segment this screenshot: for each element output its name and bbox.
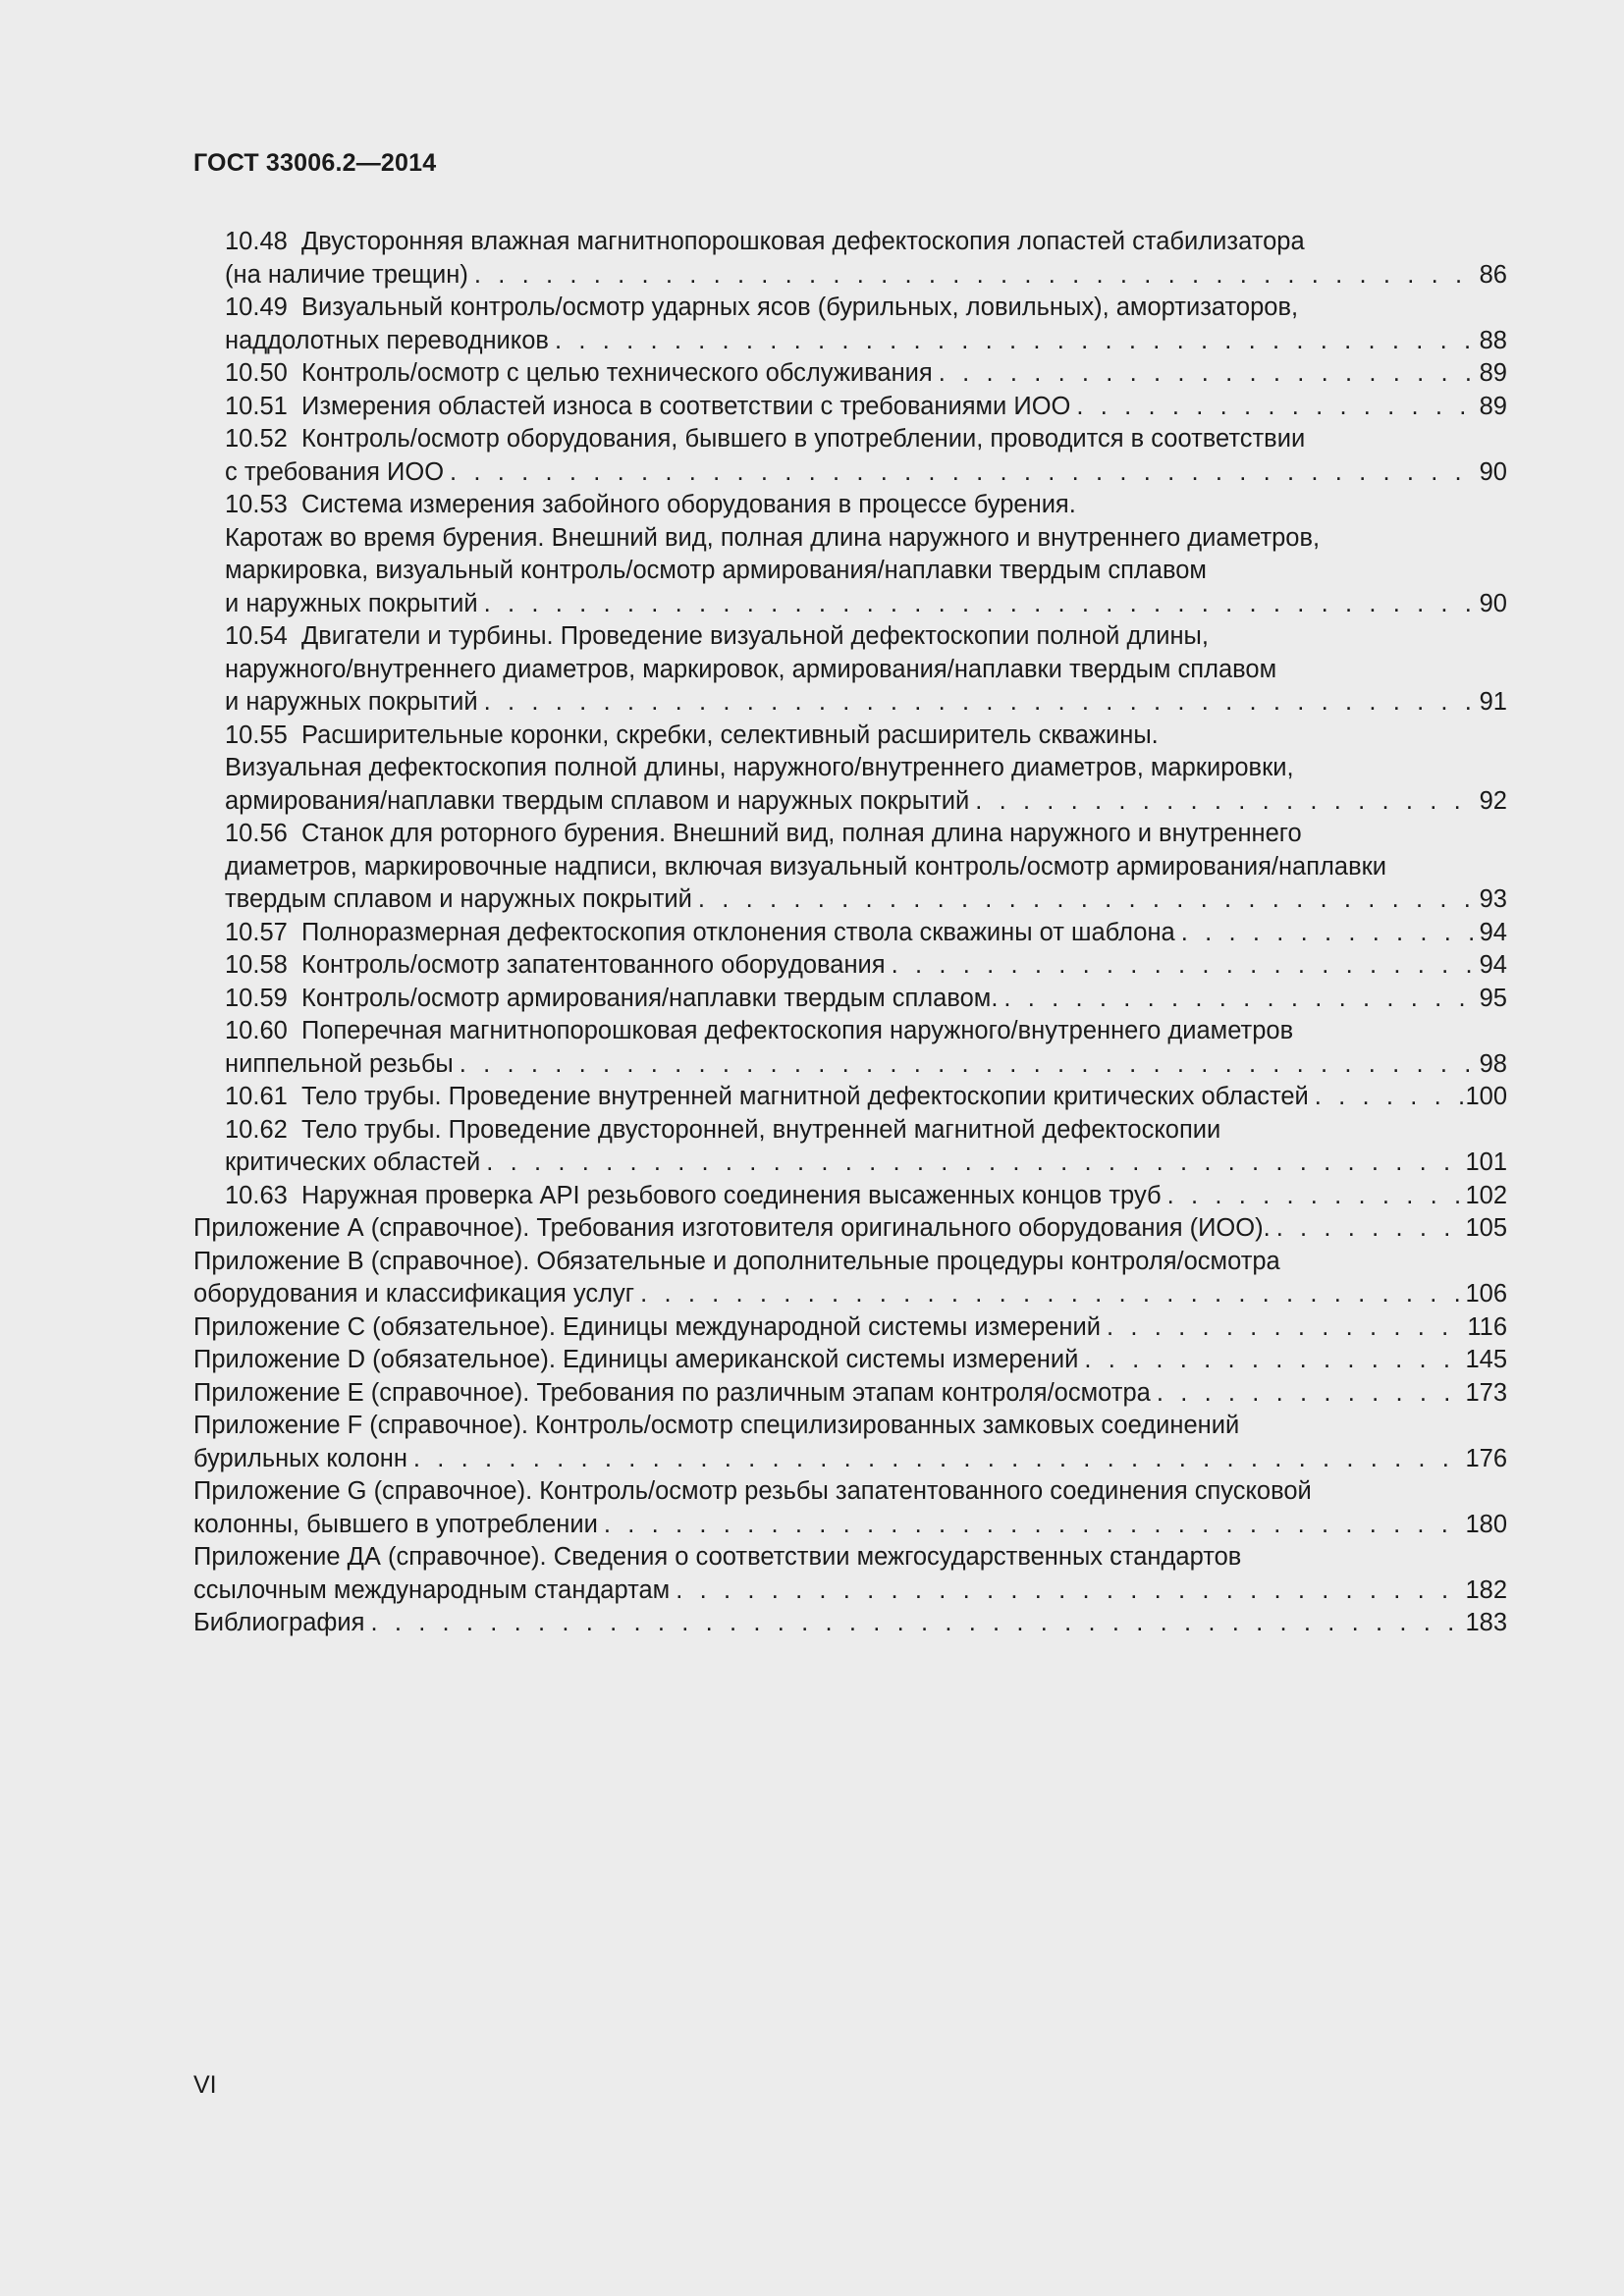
toc-entry-number: 10.58 xyxy=(225,951,288,979)
toc-entry-page: 100 xyxy=(1465,1083,1507,1110)
toc-entry-page: 106 xyxy=(1465,1280,1507,1308)
toc-entry[interactable] xyxy=(193,1607,1507,1640)
toc-entry-page: 183 xyxy=(1465,1609,1507,1636)
toc-entry-last-line xyxy=(225,1147,1507,1180)
toc-entry-page: 98 xyxy=(1479,1049,1507,1078)
dot-leader xyxy=(969,785,1479,819)
toc-entry-line xyxy=(225,1114,1507,1148)
toc-entry-last-line xyxy=(193,1278,1507,1311)
dot-leader xyxy=(407,1443,1466,1476)
toc-entry-line xyxy=(193,1475,1507,1509)
toc-entry-number: 10.49 xyxy=(225,294,288,321)
toc-entry[interactable] xyxy=(193,949,1507,983)
toc-entry-title: маркировка, визуальный контроль/осмотр армирования/наплавки твердым сплавом xyxy=(225,557,1207,584)
toc-entry[interactable] xyxy=(193,1377,1507,1411)
toc-entry-last-line xyxy=(225,983,1507,1016)
dot-leader xyxy=(478,686,1480,720)
toc-entry-title: бурильных колонн xyxy=(193,1444,407,1472)
dot-leader xyxy=(549,325,1480,358)
dot-leader xyxy=(444,456,1480,490)
toc-entry-title: Наружная проверка API резьбового соединения высаженных концов труб xyxy=(300,1181,1162,1209)
toc-entry-title: Приложение А (справочное). Требования изготовителя оригинального оборудования (ИОО). xyxy=(193,1214,1271,1242)
dot-leader xyxy=(480,1147,1465,1180)
toc-entry-title: армирования/наплавки твердым сплавом и наружных покрытий xyxy=(225,786,970,815)
toc-entry-number: 10.54 xyxy=(225,622,288,650)
dot-leader xyxy=(478,588,1480,621)
toc-entry-line xyxy=(225,851,1507,884)
toc-entry-number: 10.55 xyxy=(225,721,288,749)
toc-entry-last-line xyxy=(225,391,1507,424)
toc-entry-last-line xyxy=(225,949,1507,983)
toc-entry-number: 10.57 xyxy=(225,918,288,946)
toc-entry[interactable] xyxy=(193,1410,1507,1475)
toc-entry-line xyxy=(225,720,1507,753)
toc-entry[interactable] xyxy=(193,1344,1507,1377)
toc-entry-last-line xyxy=(193,1575,1507,1608)
page-number: VI xyxy=(193,2071,217,2099)
toc-entry-page: 90 xyxy=(1479,589,1507,617)
toc-entry-page: 93 xyxy=(1479,885,1507,913)
toc-entry-page: 182 xyxy=(1465,1575,1507,1604)
toc-entry[interactable] xyxy=(193,818,1507,917)
toc-entry[interactable] xyxy=(193,292,1507,357)
dot-leader xyxy=(1162,1180,1466,1213)
toc-entry-page: 173 xyxy=(1465,1378,1507,1407)
toc-entry-page: 91 xyxy=(1479,688,1507,716)
toc-entry-last-line xyxy=(225,357,1507,391)
toc-entry-title: Измерения областей износа в соответствии с требованиями ИОО xyxy=(300,392,1071,420)
toc-entry-title: Тело трубы. Проведение внутренней магнитной дефектоскопии критических областей xyxy=(300,1083,1309,1110)
toc-entry-title: Приложение G (справочное). Контроль/осмотр резьбы запатентованного соединения спусковой xyxy=(193,1477,1312,1505)
dot-leader xyxy=(1070,391,1479,424)
dot-leader xyxy=(364,1607,1465,1640)
dot-leader xyxy=(468,259,1480,293)
toc-entry-title: твердым сплавом и наружных покрытий xyxy=(225,885,692,913)
toc-entry-last-line xyxy=(225,1180,1507,1213)
toc-entry-title: ниппельной резьбы xyxy=(225,1049,454,1078)
toc-entry[interactable] xyxy=(193,423,1507,489)
toc-entry-last-line xyxy=(193,1344,1507,1377)
toc-entry-page: 92 xyxy=(1479,786,1507,815)
toc-entry-number: 10.48 xyxy=(225,228,288,255)
toc-entry-last-line xyxy=(193,1377,1507,1411)
toc-entry-title: Контроль/осмотр запатентованного оборудования xyxy=(300,951,886,979)
toc-entry-number: 10.53 xyxy=(225,491,288,518)
dot-leader xyxy=(634,1278,1465,1311)
toc-entry-line xyxy=(225,654,1507,687)
toc-entry-last-line xyxy=(225,456,1507,490)
toc-entry-line xyxy=(225,292,1507,325)
toc-entry-number: 10.63 xyxy=(225,1181,288,1209)
toc-entry-line xyxy=(225,522,1507,556)
toc-entry[interactable] xyxy=(193,1311,1507,1345)
toc-entry-line xyxy=(225,752,1507,785)
toc-entry[interactable] xyxy=(193,489,1507,620)
toc-entry-page: 94 xyxy=(1479,951,1507,979)
toc-entry-line xyxy=(193,1246,1507,1279)
toc-entry-title: и наружных покрытий xyxy=(225,589,478,617)
toc-entry-number: 10.51 xyxy=(225,392,288,420)
toc-entry-number: 10.52 xyxy=(225,425,288,453)
toc-entry-last-line xyxy=(225,917,1507,950)
toc-entry-last-line xyxy=(193,1443,1507,1476)
toc-entry-number: 10.56 xyxy=(225,820,288,847)
dot-leader xyxy=(598,1509,1466,1542)
toc-entry-title: Визуальная дефектоскопия полной длины, наружного/внутреннего диаметров, маркировки, xyxy=(225,754,1294,781)
toc-entry-title: наружного/внутреннего диаметров, маркировок, армирования/наплавки твердым сплавом xyxy=(225,655,1277,683)
toc-entry-page: 102 xyxy=(1465,1181,1507,1209)
dot-leader xyxy=(886,949,1480,983)
toc-entry-last-line xyxy=(225,1081,1507,1114)
toc-entry-line xyxy=(225,818,1507,851)
toc-entry-line xyxy=(225,1015,1507,1048)
toc-entry[interactable] xyxy=(193,1015,1507,1081)
dot-leader xyxy=(1175,917,1480,950)
toc-entry-title: Приложение F (справочное). Контроль/осмотр специлизированных замковых соединений xyxy=(193,1412,1240,1439)
dot-leader xyxy=(454,1048,1480,1082)
toc-entry-page: 90 xyxy=(1479,457,1507,486)
toc-entry-title: наддолотных переводников xyxy=(225,326,549,354)
toc-entry-title: колонны, бывшего в употреблении xyxy=(193,1510,598,1538)
dot-leader xyxy=(1101,1311,1467,1345)
toc-entry[interactable] xyxy=(193,1541,1507,1607)
toc-entry-number: 10.61 xyxy=(225,1083,288,1110)
toc-entry-page: 105 xyxy=(1465,1214,1507,1242)
toc-entry-title: Приложение D (обязательное). Единицы американской системы измерений xyxy=(193,1346,1079,1373)
toc-entry-title: оборудования и классификация услуг xyxy=(193,1280,635,1308)
toc-entry-title: Поперечная магнитнопорошковая дефектоскопия наружного/внутреннего диаметров xyxy=(300,1017,1294,1044)
toc-entry-title: и наружных покрытий xyxy=(225,688,478,716)
toc-entry[interactable] xyxy=(193,1081,1507,1114)
document-header: ГОСТ 33006.2—2014 xyxy=(193,149,437,177)
dot-leader xyxy=(1151,1377,1466,1411)
toc-entry-page: 101 xyxy=(1465,1148,1507,1176)
toc-entry-title: Визуальный контроль/осмотр ударных ясов (бурильных, ловильных), амортизаторов, xyxy=(300,294,1299,321)
toc-entry-line xyxy=(193,1541,1507,1575)
toc-entry-line xyxy=(225,423,1507,456)
toc-entry-last-line xyxy=(225,259,1507,293)
toc-entry-title: Приложение С (обязательное). Единицы международной системы измерений xyxy=(193,1312,1101,1341)
toc-entry[interactable] xyxy=(193,983,1507,1016)
toc-entry-last-line xyxy=(193,1607,1507,1640)
toc-entry-page: 180 xyxy=(1465,1510,1507,1538)
toc-entry-line xyxy=(225,620,1507,654)
toc-entry[interactable] xyxy=(193,917,1507,950)
dot-leader xyxy=(1309,1081,1466,1114)
toc-entry[interactable] xyxy=(193,1114,1507,1180)
toc-entry-last-line xyxy=(225,588,1507,621)
toc-entry-last-line xyxy=(225,686,1507,720)
toc-entry-last-line xyxy=(193,1212,1507,1246)
dot-leader xyxy=(1271,1212,1466,1246)
toc-entry-line xyxy=(225,226,1507,259)
toc-entry-page: 86 xyxy=(1479,260,1507,289)
toc-entry-number: 10.50 xyxy=(225,359,288,387)
dot-leader xyxy=(670,1575,1465,1608)
toc-entry-line xyxy=(225,489,1507,522)
toc-entry-page: 94 xyxy=(1479,918,1507,946)
toc-entry-title: Контроль/осмотр армирования/наплавки твердым сплавом. xyxy=(300,984,999,1012)
toc-entry-title: (на наличие трещин) xyxy=(225,260,468,289)
toc-entry-title: Расширительные коронки, скребки, селективный расширитель скважины. xyxy=(300,721,1159,749)
toc-entry[interactable] xyxy=(193,226,1507,292)
dot-leader xyxy=(1078,1344,1465,1377)
toc-entry-title: Библиография xyxy=(193,1609,365,1636)
toc-entry-page: 95 xyxy=(1479,984,1507,1012)
toc-entry-number: 10.59 xyxy=(225,984,288,1012)
toc-entry-number: 10.62 xyxy=(225,1115,288,1144)
toc-entry-last-line xyxy=(225,785,1507,819)
toc-entry-number: 10.60 xyxy=(225,1017,288,1044)
toc-entry-last-line xyxy=(193,1311,1507,1345)
toc-entry[interactable] xyxy=(193,1246,1507,1311)
toc-entry-line xyxy=(225,555,1507,588)
toc-entry[interactable] xyxy=(193,1180,1507,1213)
table-of-contents xyxy=(193,226,1507,1640)
toc-entry-title: Контроль/осмотр с целью технического обслуживания xyxy=(300,359,933,387)
toc-entry-title: диаметров, маркировочные надписи, включая визуальный контроль/осмотр армирования/наплавки xyxy=(225,852,1387,881)
toc-entry-title: Приложение Е (справочное). Требования по различным этапам контроля/осмотра xyxy=(193,1378,1151,1407)
toc-entry[interactable] xyxy=(193,1475,1507,1541)
toc-entry[interactable] xyxy=(193,357,1507,391)
toc-entry[interactable] xyxy=(193,620,1507,720)
toc-entry-title: Двусторонняя влажная магнитнопорошковая дефектоскопия лопастей стабилизатора xyxy=(300,228,1305,255)
toc-entry-last-line xyxy=(225,325,1507,358)
toc-entry-title: Каротаж во время бурения. Внешний вид, полная длина наружного и внутреннего диаметров, xyxy=(225,523,1321,552)
toc-entry-title: Приложение ДА (справочное). Сведения о соответствии межгосударственных стандартов xyxy=(193,1543,1242,1571)
toc-entry-title: Станок для роторного бурения. Внешний вид, полная длина наружного и внутреннего xyxy=(300,820,1302,847)
toc-entry-page: 88 xyxy=(1479,326,1507,354)
toc-entry-page: 89 xyxy=(1479,359,1507,387)
toc-entry-title: с требования ИОО xyxy=(225,457,445,486)
dot-leader xyxy=(933,357,1480,391)
toc-entry-last-line xyxy=(225,1048,1507,1082)
toc-entry-last-line xyxy=(193,1509,1507,1542)
toc-entry-page: 116 xyxy=(1467,1312,1507,1341)
toc-entry[interactable] xyxy=(193,1212,1507,1246)
toc-entry-title: Контроль/осмотр оборудования, бывшего в употреблении, проводится в соответствии xyxy=(300,425,1306,453)
toc-entry[interactable] xyxy=(193,720,1507,819)
toc-entry-line xyxy=(193,1410,1507,1443)
dot-leader xyxy=(692,883,1480,917)
toc-entry-last-line xyxy=(225,883,1507,917)
toc-entry-title: Тело трубы. Проведение двусторонней, внутренней магнитной дефектоскопии xyxy=(300,1115,1221,1144)
toc-entry-title: Система измерения забойного оборудования в процессе бурения. xyxy=(300,491,1076,518)
toc-entry-title: Полноразмерная дефектоскопия отклонения ствола скважины от шаблона xyxy=(300,918,1175,946)
toc-entry-title: критических областей xyxy=(225,1148,481,1176)
dot-leader xyxy=(998,983,1479,1016)
toc-entry[interactable] xyxy=(193,391,1507,424)
toc-entry-title: Приложение В (справочное). Обязательные и дополнительные процедуры контроля/осмотра xyxy=(193,1247,1280,1275)
toc-entry-page: 89 xyxy=(1479,392,1507,420)
toc-entry-title: ссылочным международным стандартам xyxy=(193,1575,671,1604)
toc-entry-page: 176 xyxy=(1465,1444,1507,1472)
toc-entry-title: Двигатели и турбины. Проведение визуальной дефектоскопии полной длины, xyxy=(300,622,1209,650)
toc-entry-page: 145 xyxy=(1465,1346,1507,1373)
